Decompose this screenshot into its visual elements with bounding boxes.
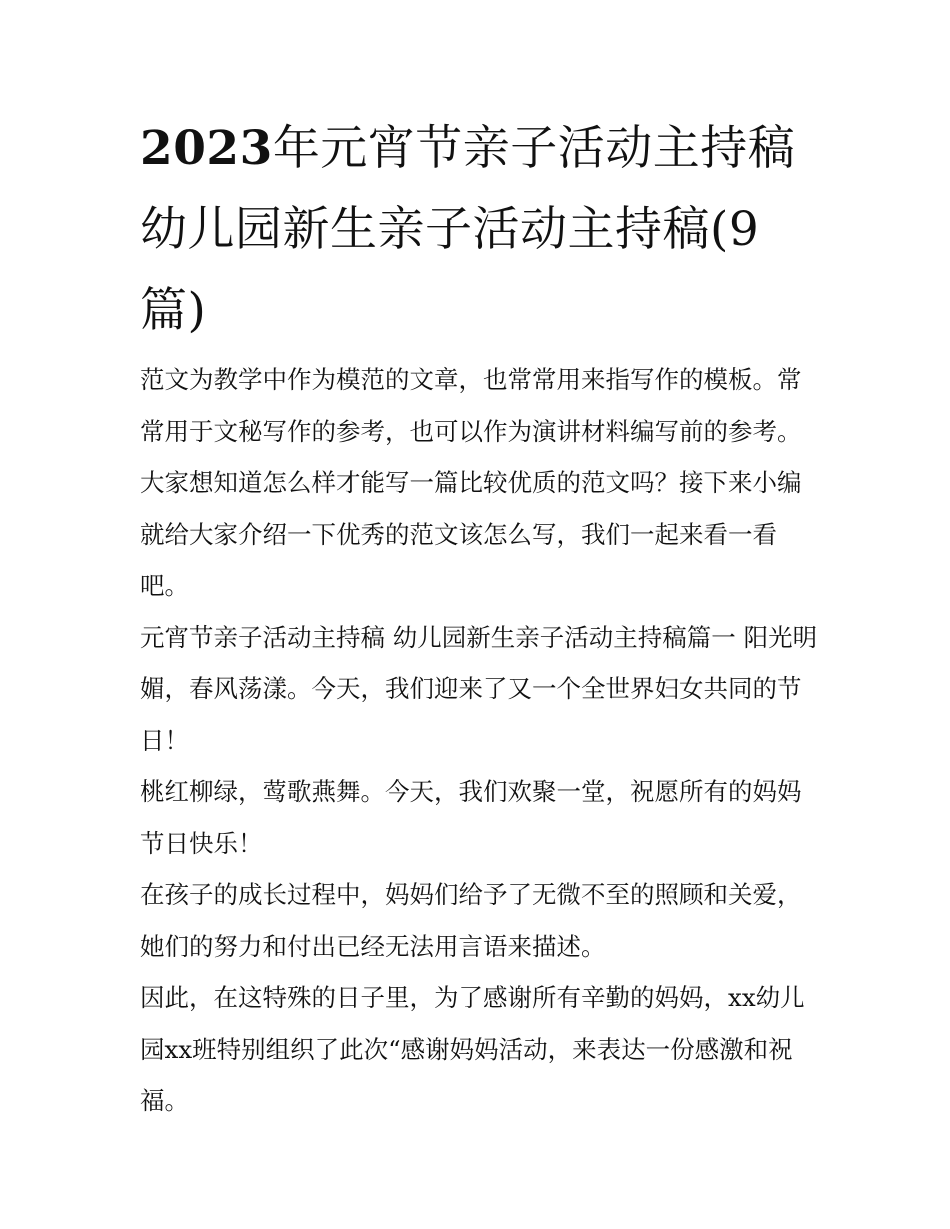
title-year: 2023 (140, 121, 273, 176)
title-text: 年元宵节亲子活动主持稿 幼儿园新生亲子活动主持稿(9篇) (140, 121, 796, 338)
document-title (140, 108, 820, 351)
paragraph-greeting: 桃红柳绿，莺歌燕舞。今天，我们欢聚一堂，祝愿所有的妈妈节日快乐！ (140, 777, 802, 858)
document-body (140, 354, 820, 1127)
paragraph-care: 在孩子的成长过程中，妈妈们给予了无微不至的照顾和关爱，她们的努力和付出已经无法用言语来描述。 (140, 880, 802, 961)
paragraph-opening: 元宵节亲子活动主持稿 幼儿园新生亲子活动主持稿篇一 阳光明媚，春风荡漾。今天，我们迎来了又一个全世界妇女共同的节日！ (140, 622, 818, 755)
paragraph-event: 因此，在这特殊的日子里，为了感谢所有辛勤的妈妈，xx幼儿园xx班特别组织了此次“感谢妈妈活动，来表达一份感激和祝福。 (140, 983, 805, 1115)
paragraph-intro: 范文为教学中作为模范的文章，也常常用来指写作的模板。常常用于文秘写作的参考，也可以作为演讲材料编写前的参考。大家想知道怎么样才能写一篇比较优质的范文吗？接下来小编就给大家介绍一下优秀的范文该怎么写，我们一起来看一看吧。 (140, 365, 802, 600)
